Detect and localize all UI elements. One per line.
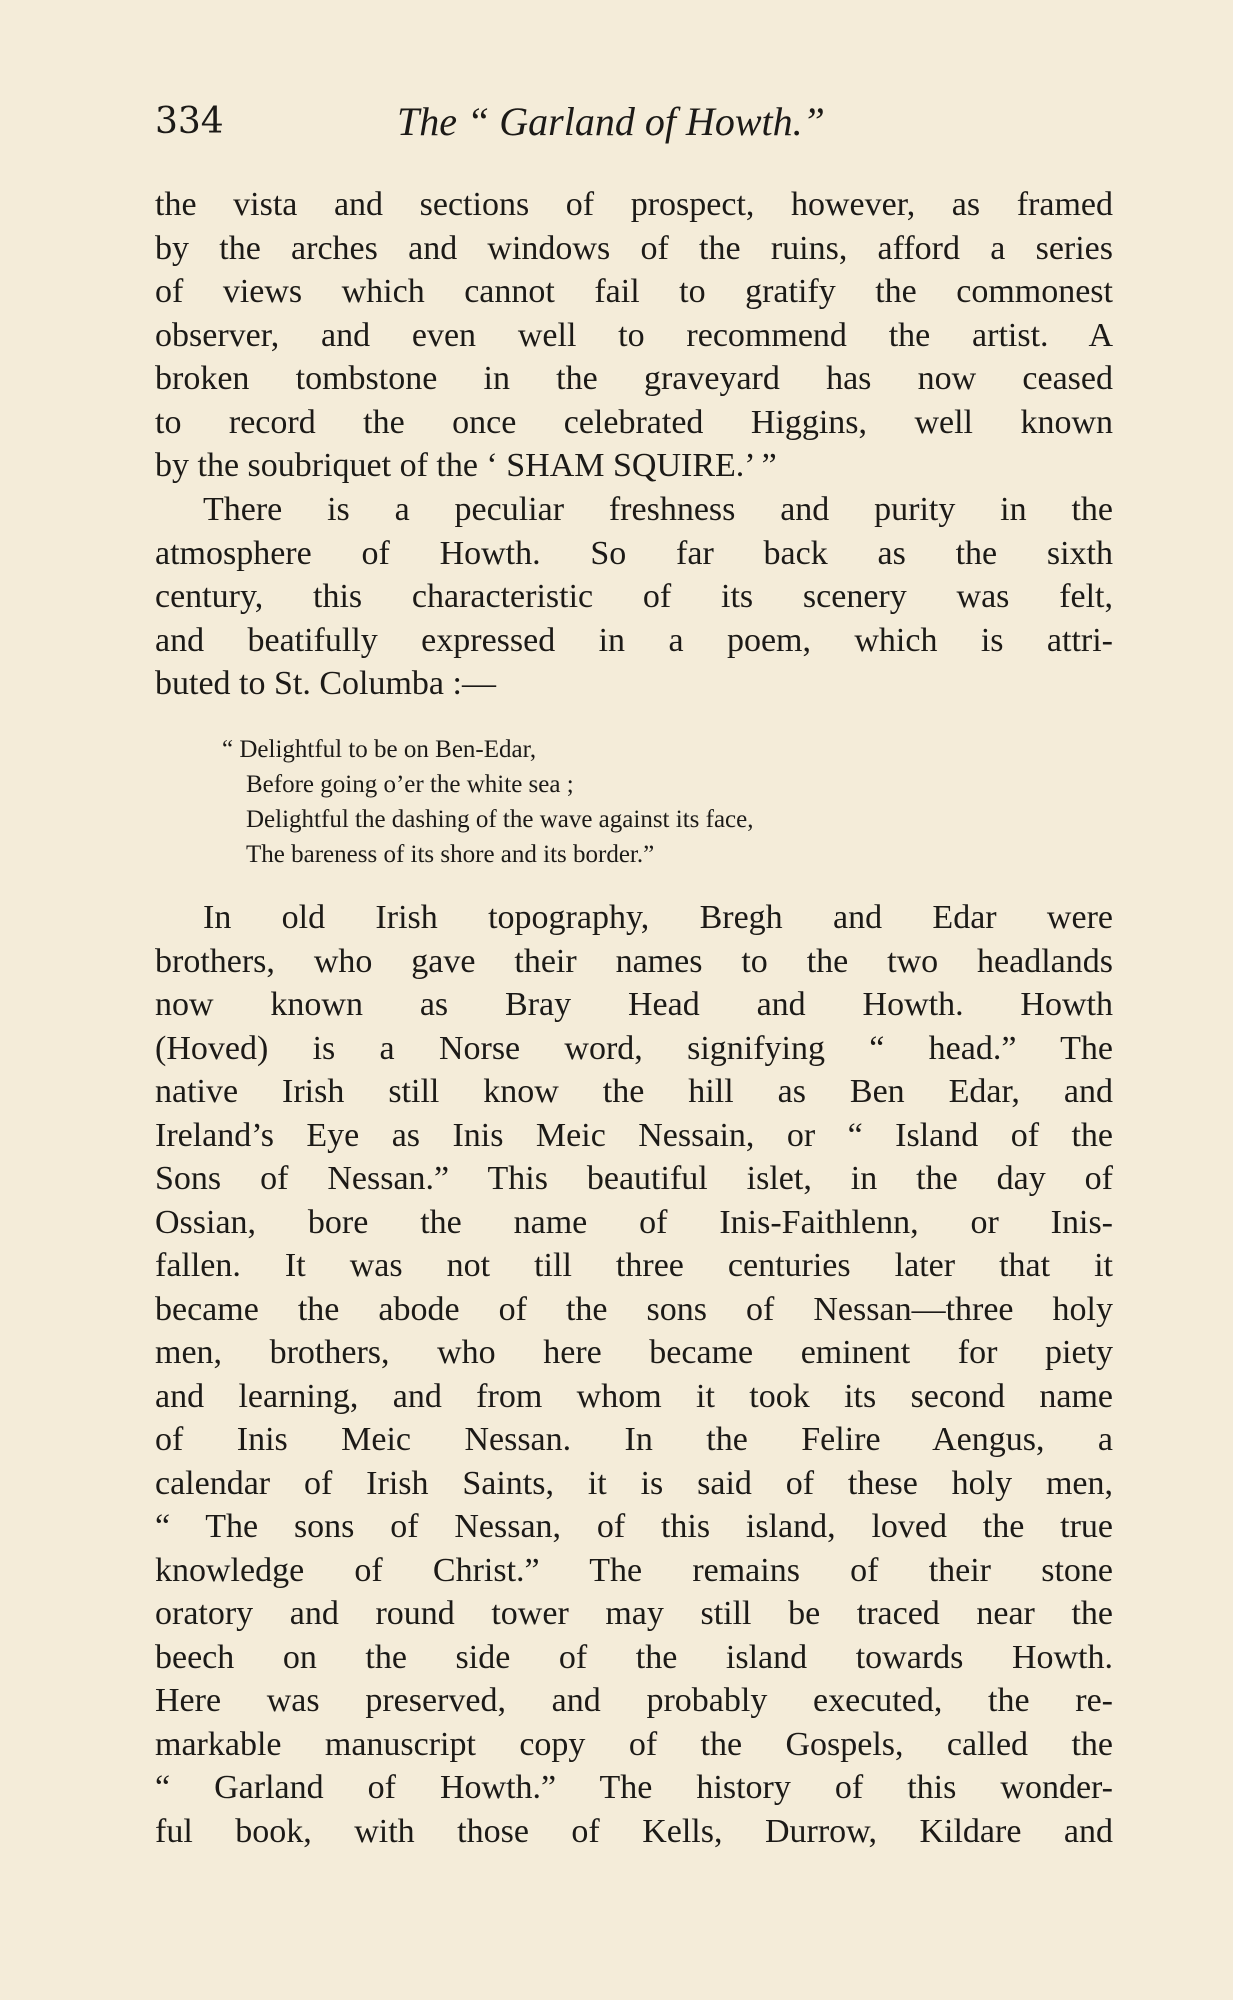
text-line: Ireland’s Eye as Inis Meic Nessain, or “ Island of the — [155, 1116, 1113, 1154]
paragraph-continuation — [155, 183, 1113, 488]
text-line: and beatifully expressed in a poem, which is attri- — [155, 621, 1113, 659]
poem-line: The bareness of its shore and its border.” — [246, 841, 655, 868]
running-title: The “ Garland of Howth.” — [397, 99, 825, 144]
text-line: calendar of Irish Saints, it is said of these holy men, — [155, 1464, 1113, 1502]
text-line: beech on the side of the island towards Howth. — [155, 1638, 1113, 1676]
text-line: and learning, and from whom it took its second name — [155, 1377, 1113, 1415]
text-line: observer, and even well to recommend the artist. A — [155, 316, 1113, 354]
text-line: broken tombstone in the graveyard has now ceased — [155, 360, 1113, 397]
page-number: 334 — [155, 101, 224, 142]
text-line: native Irish still know the hill as Ben Edar, and — [155, 1073, 1113, 1110]
text-line: of Inis Meic Nessan. In the Felire Aengus, a — [155, 1421, 1113, 1458]
text-line: Sons of Nessan.” This beautiful islet, in the day of — [155, 1160, 1113, 1197]
text-line: ful book, with those of Kells, Durrow, Kildare and — [155, 1812, 1113, 1850]
text-line: knowledge of Christ.” The remains of their stone — [155, 1551, 1113, 1589]
paragraph-howth-atmosphere — [155, 488, 1113, 706]
poem-line: Delightful the dashing of the wave against its face, — [246, 806, 754, 833]
text-line: “ The sons of Nessan, of this island, loved the true — [155, 1508, 1113, 1545]
text-line: atmosphere of Howth. So far back as the sixth — [155, 534, 1113, 572]
text-line: In old Irish topography, Bregh and Edar were — [203, 899, 1113, 936]
text-line: markable manuscript copy of the Gospels, called the — [155, 1725, 1113, 1763]
text-line: men, brothers, who here became eminent for piety — [155, 1334, 1113, 1371]
text-line: the vista and sections of prospect, however, as framed — [155, 186, 1113, 223]
text-line: Ossian, bore the name of Inis-Faithlenn, or Inis- — [155, 1203, 1113, 1241]
text-line: century, this characteristic of its scenery was felt, — [155, 578, 1113, 615]
text-line: fallen. It was not till three centuries later that it — [155, 1247, 1113, 1284]
text-line: Here was preserved, and probably executed, the re- — [155, 1682, 1113, 1719]
text-line: There is a peculiar freshness and purity in the — [203, 491, 1113, 528]
poem-quotation — [222, 732, 1042, 872]
text-line: by the arches and windows of the ruins, afford a series — [155, 229, 1113, 267]
poem-line: Before going o’er the white sea ; — [246, 771, 574, 798]
text-line: “ Garland of Howth.” The history of this wonder- — [155, 1769, 1113, 1806]
page-header — [155, 92, 1115, 152]
text-line: became the abode of the sons of Nessan—three holy — [155, 1290, 1113, 1328]
text-line: to record the once celebrated Higgins, well known — [155, 403, 1113, 441]
text-line: now known as Bray Head and Howth. Howth — [155, 986, 1113, 1023]
text-line: of views which cannot fail to gratify the commonest — [155, 273, 1113, 310]
text-line: brothers, who gave their names to the two headlands — [155, 942, 1113, 980]
text-line: by the soubriquet of the ‘ SHAM SQUIRE.’ ” — [155, 447, 777, 484]
paragraph-irish-topography — [155, 896, 1113, 1853]
text-line: oratory and round tower may still be traced near the — [155, 1595, 1113, 1632]
text-line: buted to St. Columba :— — [155, 665, 496, 702]
text-line: (Hoved) is a Norse word, signifying “ head.” The — [155, 1029, 1113, 1067]
poem-line: “ Delightful to be on Ben-Edar, — [222, 736, 537, 763]
